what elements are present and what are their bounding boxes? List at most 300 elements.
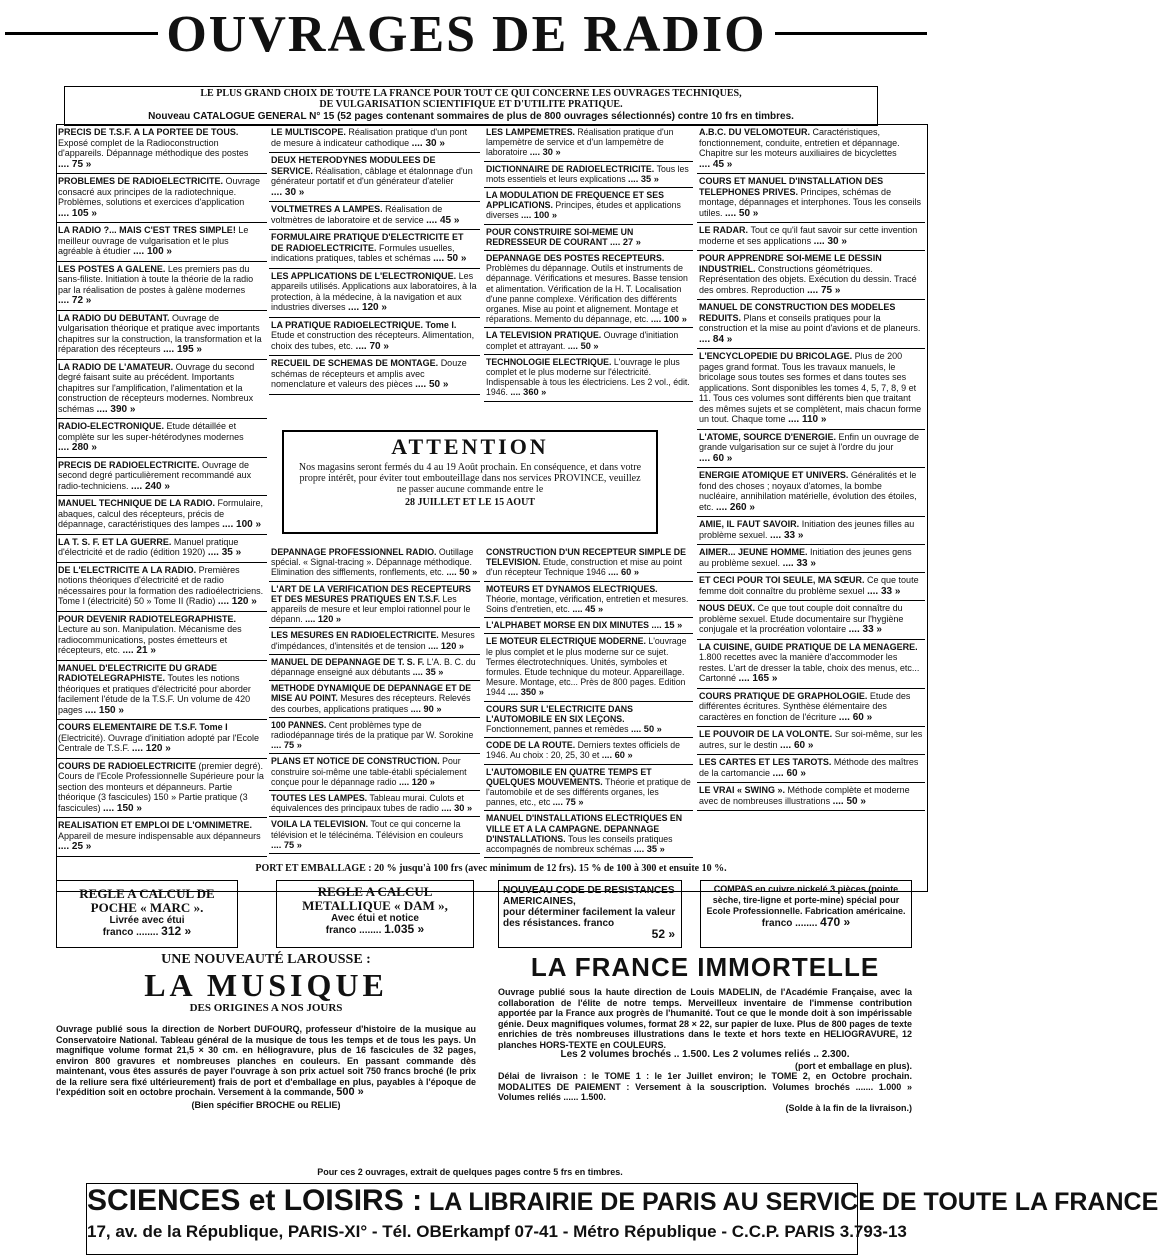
book-description: Tout ce qu'il faut savoir sur cette invention moderne et ses applications xyxy=(699,225,918,246)
book-description: Réalisation pratique d'un lampemètre de service et d'un lampemètre de laboratoire xyxy=(486,127,674,158)
book-description: Ce que toute femme doit connaître du problème sexuel xyxy=(699,575,919,596)
book-price: .... 360 » xyxy=(510,387,547,398)
book-title: TOUTES LES LAMPES. xyxy=(271,793,370,804)
book-listing xyxy=(56,720,267,759)
publisher-tagline: LA LIBRAIRIE DE PARIS AU SERVICE DE TOUTE LA FRANCE xyxy=(429,1188,1158,1216)
book-price: .... 100 » xyxy=(521,210,558,221)
book-price: .... 90 » xyxy=(410,703,442,714)
book-listing xyxy=(697,468,925,517)
book-title: LA PRATIQUE RADIOELECTRIQUE. Tome I. xyxy=(271,319,457,330)
book-description: Outillage spécial. « Signal-tracing ». Dépannage méthodique. Elimination des sifflements, ronflements, etc. xyxy=(271,547,474,578)
book-listing xyxy=(269,318,480,357)
book-listing xyxy=(269,125,480,153)
book-price: .... 195 » xyxy=(163,344,202,355)
book-price: .... 30 » xyxy=(271,186,305,198)
book-listing xyxy=(484,188,693,225)
book-title: AMIE, IL FAUT SAVOIR. xyxy=(699,519,802,529)
book-price: .... 105 » xyxy=(58,207,97,219)
book-listing xyxy=(484,355,693,402)
book-listing xyxy=(269,655,480,681)
book-title: MANUEL DE CONSTRUCTION DES MODELES REDUITS. xyxy=(699,302,896,323)
book-title: LA RADIO ?... MAIS C'EST TRES SIMPLE! xyxy=(58,225,239,235)
column-4 xyxy=(697,125,925,811)
book-price: .... 72 » xyxy=(58,295,92,306)
book-title: PROBLEMES DE RADIOELECTRICITE. xyxy=(58,176,226,186)
book-listing xyxy=(484,702,693,739)
book-title: LES APPLICATIONS DE L'ELECTRONIQUE. xyxy=(271,270,459,281)
book-description: Douze schémas de récepteurs et amplis avec nomenclature et valeurs des pièces xyxy=(271,358,467,389)
book-title: RADIO-ELECTRONIQUE. xyxy=(58,421,167,431)
book-description: Lecture au son. Manipulation. Mécanisme des radiocommunications, postes émetteurs et récepteurs, etc. xyxy=(58,624,242,655)
book-listing xyxy=(56,496,267,535)
book-title: L'ART DE LA VERIFICATION DES RECEPTEURS ET DES MESURES PRATIQUES EN T.S.F. xyxy=(271,583,471,604)
book-title: POUR DEVENIR RADIOTELEGRAPHISTE. xyxy=(58,613,237,624)
book-price: .... 35 » xyxy=(207,547,242,558)
book-title: DEPANNAGE DES POSTES RECEPTEURS. xyxy=(486,253,665,264)
book-listing xyxy=(269,628,480,654)
book-description: Principes, schémas de montage, dépannages et interphones. Tous les conseils utiles. xyxy=(699,186,921,218)
book-description: Premières notions théoriques d'électricité et de radio nécessaires pour la formation des radioélectriciens. Tome I (électricité) 50 » Tome II (Radio) xyxy=(58,564,264,606)
slide-rule-marc-box xyxy=(56,880,238,948)
book-price: .... 25 » xyxy=(58,841,92,852)
book-description: L'ouvrage le plus complet et le plus moderne sur l'électricité. Indispensable à tous les électriciens. Les 2 vol., édit. 1946. xyxy=(486,356,690,398)
book-title: PLANS ET NOTICE DE CONSTRUCTION. xyxy=(271,756,443,767)
book-listing xyxy=(56,458,267,497)
book-listing xyxy=(484,225,693,251)
book-title: A.B.C. DU VELOMOTEUR. xyxy=(699,127,813,137)
box-price-line: franco ........ 1.035 » xyxy=(325,922,425,936)
book-listing xyxy=(269,718,480,755)
book-title: PRECIS DE T.S.F. A LA PORTEE DE TOUS. xyxy=(58,127,239,137)
book-description: L'A. B. C. du dépannage enseigné aux débutants xyxy=(271,656,476,678)
subtitle-line-1: LE PLUS GRAND CHOIX DE TOUTE LA FRANCE POUR TOUT CE QUI CONCERNE LES OUVRAGES TECHNIQUES, xyxy=(200,88,742,99)
larousse-note: (Bien spécifier BROCHE ou RELIE) xyxy=(191,1099,341,1110)
book-title: LE RADAR. xyxy=(699,225,751,235)
box-title: REGLE A CALCUL DE POCHE « MARC ». xyxy=(79,886,215,915)
book-description: Les appareils utilisés. Applications aux laboratoires, à la protection, à la médecine, à la navigation et aux industries diverses xyxy=(271,270,477,312)
book-description: 1.800 recettes avec la manière d'accommoder les restes. L'art de dresser la table, choix des menus, etc... Cartonné xyxy=(699,652,920,683)
book-title: MANUEL D'INSTALLATIONS ELECTRIQUES EN VILLE ET A LA CAMPAGNE. DEPANNAGE D'INSTALLATIONS. xyxy=(486,813,683,844)
box-subtitle: Livrée avec étui xyxy=(109,915,185,926)
book-title: LE POUVOIR DE LA VOLONTE. xyxy=(699,729,835,739)
book-description: Plus de 200 pages grand format. Tous les travaux manuels, le bricolage sous toutes ses formes et dans toutes ses applications. Sont disponibles les tomes 4, 5, 7, 8, 9 et 11. Tous ces volumes sont différents bien que traitant des mêmes sujets et se complètent, mais chacun forme un tout. Chaque tome xyxy=(699,351,922,424)
book-listing xyxy=(269,356,480,395)
book-price: .... 60 » xyxy=(772,767,806,779)
book-price: .... 280 » xyxy=(58,442,97,453)
attention-title: ATTENTION xyxy=(391,434,549,459)
larousse-title: LA MUSIQUE xyxy=(144,967,388,1003)
book-price: .... 120 » xyxy=(305,614,342,625)
book-listing xyxy=(697,573,925,601)
book-description: Formules usuelles, indications pratiques, tables et schémas xyxy=(271,242,455,263)
book-description: Enfin un ouvrage de grande vulgarisation sur ce sujet à l'ordre du jour xyxy=(699,431,920,452)
book-price: .... 260 » xyxy=(716,501,755,513)
book-listing xyxy=(269,153,480,202)
publisher-banner xyxy=(86,1183,1158,1255)
book-title: LE MOTEUR ELECTRIQUE MODERNE. xyxy=(486,636,649,647)
book-title: MANUEL TECHNIQUE DE LA RADIO. xyxy=(58,498,218,508)
book-listing xyxy=(484,125,693,162)
book-title: DEUX HETERODYNES MODULEES DE SERVICE. xyxy=(271,155,436,176)
book-title: MANUEL D'ELECTRICITE DU GRADE RADIOTELEGRAPHISTE. xyxy=(58,662,217,683)
book-listing xyxy=(697,783,925,811)
book-title: COURS PRATIQUE DE GRAPHOLOGIE. xyxy=(699,690,870,701)
book-listing xyxy=(269,545,480,582)
book-description: Etude, construction et mise au point d'un récepteur Technique 1946 xyxy=(486,557,682,578)
subtitle-line-2: DE VULGARISATION SCIENTIFIQUE ET D'UTILITE PRATIQUE. xyxy=(319,99,623,110)
book-price: .... 75 » xyxy=(58,158,92,170)
book-listing xyxy=(56,818,267,857)
larousse-subtitle: DES ORIGINES A NOS JOURS xyxy=(189,1002,343,1014)
book-title: LA RADIO DU DEBUTANT. xyxy=(58,312,172,323)
book-title: L'ENCYCLOPEDIE DU BRICOLAGE. xyxy=(699,351,855,361)
book-description: Appareil de mesure indispensable aux dépanneurs xyxy=(58,830,261,841)
book-price: .... 150 » xyxy=(103,802,142,814)
book-title: LES CARTES ET LES TAROTS. xyxy=(699,757,834,767)
book-price: .... 33 » xyxy=(770,529,804,541)
france-immortelle-ad xyxy=(498,952,912,1113)
book-description: Généralités et le fond des choses ; noyaux d'atomes, la bombe nucléaire, annihilation matérielle, évolution des étoiles, etc. xyxy=(699,470,917,512)
book-listing xyxy=(697,640,925,689)
book-price: .... 84 » xyxy=(699,333,733,345)
book-description: Problèmes du dépannage. Outils et instruments de dépannage. Vérifications et mesures. Basse tension et alimentation. Vérification de la H. T. Localisation d'une panne complexe. Vérification des différents organes. Mise au point et alignement. Montage et réparations. Memento du dépannage, etc. xyxy=(486,263,688,325)
book-description: Ouvrage d'initiation complet et attrayant. xyxy=(486,330,679,351)
book-listing xyxy=(697,727,925,755)
book-listing xyxy=(56,535,267,563)
publisher-line xyxy=(87,1184,1158,1217)
book-listing xyxy=(697,300,925,349)
book-price: .... 33 » xyxy=(848,624,882,635)
book-title: COURS ET MANUEL D'INSTALLATION DES TELEPHONES PRIVES. xyxy=(699,176,884,197)
compass-box xyxy=(700,880,912,948)
book-price: .... 50 » xyxy=(433,253,467,264)
book-price: .... 165 » xyxy=(738,673,778,684)
book-description: Etude et construction des récepteurs. Alimentation, choix des tubes, etc. xyxy=(271,330,475,351)
book-listing xyxy=(697,755,925,783)
catalog-offer: Nouveau CATALOGUE GENERAL N° 15 (52 pages contenant sommaires de plus de 800 ouvrages sélectionnés) contre 10 frs en timbres. xyxy=(148,111,794,122)
book-description: Tout ce qui concerne la télévision et le télécinéma. Télévision en couleurs xyxy=(271,819,463,840)
book-price: .... 390 » xyxy=(96,403,136,415)
book-price: .... 50 » xyxy=(630,724,662,735)
book-price: .... 75 » xyxy=(552,797,584,808)
book-title: METHODE DYNAMIQUE DE DEPANNAGE ET DE MISE AU POINT. xyxy=(271,683,472,704)
book-title: LA T. S. F. ET LA GUERRE. xyxy=(58,536,174,547)
column-2-top xyxy=(269,125,480,395)
book-description: Constructions géométriques. Représentation des objets. Exécution du dessin. Tracé des ombres. Reproduction xyxy=(699,263,917,295)
book-listing xyxy=(484,545,693,582)
book-price: .... 30 » xyxy=(441,803,473,814)
book-listing xyxy=(56,419,267,458)
book-description: Réalisation de voltmètres de laboratoire et de service xyxy=(271,204,443,225)
column-1 xyxy=(56,125,267,857)
book-price: .... 35 » xyxy=(412,667,444,678)
larousse-ad xyxy=(56,952,476,1110)
book-listing xyxy=(697,517,925,545)
book-price: .... 50 » xyxy=(567,340,599,351)
book-title: L'AUTOMOBILE EN QUATRE TEMPS ET QUELQUES MOUVEMENTS. xyxy=(486,766,652,787)
book-price: .... 45 » xyxy=(572,604,604,615)
book-listing xyxy=(56,262,267,311)
book-description: Plans et conseils pratiques pour la construction et la mise au point d'avions et de planeurs. xyxy=(699,312,921,333)
book-title: ET CECI POUR TOI SEULE, MA SŒUR. xyxy=(699,575,868,585)
book-price: .... 50 » xyxy=(725,207,759,219)
book-title: AIMER... JEUNE HOMME. xyxy=(699,547,811,557)
book-description: Ouvrage consacré aux principes de la radiotechnique. Problèmes, solutions et exercices d'application xyxy=(58,176,261,207)
book-price: .... 45 » xyxy=(426,214,460,226)
book-title: DE L'ELECTRICITE A LA RADIO. xyxy=(58,564,199,575)
book-title: LA MODULATION DE FREQUENCE ET SES APPLICATIONS. xyxy=(486,190,664,211)
attention-notice xyxy=(282,430,658,534)
book-description: Méthode des maîtres de la cartomancie xyxy=(699,757,919,778)
book-listing xyxy=(56,759,267,819)
book-price: .... 120 » xyxy=(348,302,387,313)
book-listing xyxy=(484,251,693,328)
book-price: .... 33 » xyxy=(782,557,816,569)
book-description: Caractéristiques, fonctionnement, conduite, entretien et dépannage. Chapitre sur les moteurs auxiliaires de bicyclettes xyxy=(699,127,900,158)
page-title: OUVRAGES DE RADIO xyxy=(0,6,933,64)
book-description: Manuel pratique d'électricité et de radio (édition 1920) xyxy=(58,536,239,557)
book-listing xyxy=(484,328,693,354)
book-listing xyxy=(269,582,480,629)
book-title: COURS SUR L'ELECTRICITE DANS L'AUTOMOBILE EN SIX LEÇONS. xyxy=(486,703,633,724)
book-description: Pour construire soi-même une table-établi spécialement conçue pour le dépannage radio xyxy=(271,756,467,787)
book-title: ENERGIE ATOMIQUE ET UNIVERS. xyxy=(699,470,851,480)
slide-rule-dam-box xyxy=(276,880,474,948)
book-title: FORMULAIRE PRATIQUE D'ELECTRICITE ET DE RADIOELECTRICITE. xyxy=(271,232,464,253)
book-price: .... 30 » xyxy=(813,235,847,247)
book-price: .... 350 » xyxy=(507,687,544,698)
box-title: COMPAS en cuivre nickelé 3 pièces (pointe sèche, tire-ligne et porte-mine) spécial pour Ecole Professionnelle. Fabrication américaine. xyxy=(706,884,906,916)
book-price: .... 27 » xyxy=(609,236,641,247)
book-description: Théorie et pratique de l'automobile et de ses différents organes, les pannes, etc., etc xyxy=(486,776,691,808)
book-price: .... 30 » xyxy=(411,137,445,149)
book-description: Tous les conseils pratiques accompagnés de nombreux schémas xyxy=(486,833,673,855)
book-price: .... 70 » xyxy=(355,340,389,352)
book-price: .... 30 » xyxy=(529,147,561,158)
book-title: L'ATOME, SOURCE D'ENERGIE. xyxy=(699,431,839,442)
book-description: Ce que tout couple doit connaître du problème sexuel. Etude documentaire sur l'hygiène conjugale et la procréation volontaire xyxy=(699,603,904,634)
book-listing xyxy=(697,223,925,251)
book-listing xyxy=(269,681,480,718)
book-title: MANUEL DE DEPANNAGE DE T. S. F. xyxy=(271,656,427,667)
book-title: 100 PANNES. xyxy=(271,719,329,730)
book-listing xyxy=(697,349,925,430)
book-listing xyxy=(269,202,480,230)
book-title: POUR CONSTRUIRE SOI-MEME UN REDRESSEUR DE COURANT xyxy=(486,226,634,247)
book-title: CODE DE LA ROUTE. xyxy=(486,740,578,751)
book-title: LES MESURES EN RADIOELECTRICITE. xyxy=(271,630,442,641)
box-title: NOUVEAU CODE DE RESISTANCES AMERICAINES, xyxy=(503,885,675,907)
larousse-body: Ouvrage publié sous la direction de Norbert DUFOURQ, professeur d'histoire de la musique au Conservatoire National. Tableau général de la musique de tous les temps et de tous les pays. Un magnifique volume format 21,5 × 30 cm. en héliogravure, plus de 16 fascicules de 32 pages, environ 800 gravures et nombreuses planches en couleurs. En passant commande dès maintenant, vous êtes assurés de payer l'ouvrage à son prix actuel soit 750 francs broché (le prix de la reliure sera fixé ultérieurement) frais de port et d'emballage en plus, payables à l'époque de l'expédition soit en octobre prochain. Versement à la commande, 500 » xyxy=(56,1024,476,1098)
book-title: PRECIS DE RADIOELECTRICITE. xyxy=(58,459,203,470)
book-listing xyxy=(484,738,693,764)
book-price: .... 150 » xyxy=(85,704,124,716)
book-listing xyxy=(269,754,480,791)
column-3-top xyxy=(484,125,693,402)
book-title: COURS ELEMENTAIRE DE T.S.F. Tome I xyxy=(58,722,228,732)
book-listing xyxy=(484,811,693,858)
book-price: .... 60 » xyxy=(699,452,733,464)
book-price: .... 60 » xyxy=(838,711,873,723)
attention-dates: 28 JUILLET ET LE 15 AOUT xyxy=(405,497,535,508)
publisher-address: 17, av. de la République, PARIS-XI° - Tél. OBErkampf 07-41 - Métro République - C.C.P. PARIS 3.793-13 xyxy=(87,1222,907,1241)
box-price: 52 » xyxy=(651,927,675,941)
book-listing xyxy=(697,601,925,640)
book-title: COURS DE RADIOELECTRICITE xyxy=(58,760,199,771)
box-price-line: franco ........ 470 » xyxy=(761,915,851,929)
column-3-bottom xyxy=(484,545,693,858)
book-description: Fonctionnement, pannes et remèdes xyxy=(486,724,631,735)
france-shipping: (port et emballage en plus). xyxy=(794,1060,912,1071)
book-title: LE VRAI « SWING ». xyxy=(699,785,788,795)
book-title: NOUS DEUX. xyxy=(699,603,758,613)
france-body: Ouvrage publié sous la haute direction de Louis MADELIN, de l'Académie Française, avec la collaboration de l'élite de notre temps. Merveilleux inventaire de l'immense contribution apportée par la France aux progrès de l'humanité. Tout ce que le monde doit à son impérissable génie. Deux magnifiques volumes, format 28 × 22, sur papier de luxe. Plus de 800 pages de texte enrichies de très nombreuses illustrations dans le texte et hors texte en HELIOGRAVURE, 12 planches HORS-TEXTE en COULEURS. xyxy=(498,987,912,1050)
book-title: LES LAMPEMETRES. xyxy=(486,127,578,137)
book-description: Exposé complet de la Radioconstruction d'appareils. Dépannage méthodique des postes xyxy=(58,137,249,158)
book-price: .... 75 » xyxy=(807,284,841,296)
book-price: .... 110 » xyxy=(788,414,827,425)
book-listing xyxy=(484,765,693,812)
book-description: Ouvrage du second degré faisant suite au précédent. Importants chapitres sur l'amplification, l'alimentation et la construction de récepteurs modernes. Nombreux schémas xyxy=(58,361,255,414)
book-listing xyxy=(269,791,480,817)
book-description: (premier degré). Cours de l'Ecole Professionnelle Supérieure pour la section des monteurs et dépanneurs. Partie théorique (3 fascicules) 150 » Partie pratique (3 fascicules) xyxy=(58,760,264,813)
france-balance: (Solde à la fin de la livraison.) xyxy=(785,1102,912,1113)
book-listing xyxy=(484,634,693,701)
book-description: Méthode complète et moderne avec de nombreuses illustrations xyxy=(699,785,910,806)
book-title: DEPANNAGE PROFESSIONNEL RADIO. xyxy=(271,547,439,557)
book-price: .... 100 » xyxy=(222,519,262,530)
book-description: Initiation des jeunes filles au problème sexuel. xyxy=(699,519,915,540)
book-description: Initiation des jeunes gens au problème sexuel. xyxy=(699,547,912,568)
publisher-name: SCIENCES et LOISIRS : xyxy=(87,1184,423,1217)
book-listing xyxy=(697,174,925,223)
book-price: .... 120 » xyxy=(131,743,171,754)
book-description: Principes, études et applications diverses xyxy=(486,200,681,221)
book-title: LA CUISINE, GUIDE PRATIQUE DE LA MENAGERE. xyxy=(699,641,918,652)
shipping-note: PORT ET EMBALLAGE : 20 % jusqu'à 100 frs (avec minimum de 12 frs). 15 % de 100 à 300 et ensuite 10 %. xyxy=(255,863,727,874)
book-description: Théorie, montage, vérification, entretien et mesures. Soins d'entretien, etc. xyxy=(486,593,689,615)
book-price: .... 50 » xyxy=(832,795,866,807)
book-listing xyxy=(269,817,480,854)
book-description: Ouvrage de vulgarisation théorique et pratique avec importants chapitres sur la construction, la transformation et la réparation des récepteurs xyxy=(58,312,262,354)
book-listing xyxy=(56,311,267,360)
box-subtitle: pour déterminer facilement la valeur des résistances. franco xyxy=(503,907,676,929)
book-listing xyxy=(56,125,267,174)
book-description: Mesures d'impédances, d'intensités et de tension xyxy=(271,630,475,651)
book-price: .... 21 » xyxy=(122,645,156,656)
footnote: Pour ces 2 ouvrages, extrait de quelques pages contre 5 frs en timbres. xyxy=(317,1167,623,1177)
book-description: Sur soi-même, sur les autres, sur le destin xyxy=(699,729,923,750)
book-listing xyxy=(56,563,267,612)
book-title: MOTEURS ET DYNAMOS ELECTRIQUES. xyxy=(486,583,658,594)
book-title: TECHNOLOGIE ELECTRIQUE. xyxy=(486,356,614,367)
book-description: Etude détaillée et complète sur les super-hétérodynes modernes xyxy=(58,421,244,442)
book-title: LA RADIO DE L'AMATEUR. xyxy=(58,361,176,372)
book-price: .... 35 » xyxy=(628,173,659,184)
book-price: .... 120 » xyxy=(217,596,257,607)
box-price-line: franco ........ 312 » xyxy=(102,924,192,938)
book-price: .... 120 » xyxy=(428,640,465,651)
book-description: Etude des différentes écritures. Synthèse élémentaire des caractères en fonction de l'écriture xyxy=(699,690,911,722)
book-price: .... 120 » xyxy=(398,776,435,787)
book-price: .... 60 » xyxy=(601,750,633,761)
book-title: POUR APPRENDRE SOI-MEME LE DESSIN INDUSTRIEL. xyxy=(699,253,882,274)
book-listing xyxy=(697,545,925,573)
book-listing xyxy=(697,689,925,728)
book-description: Le meilleur ouvrage de vulgarisation et le plus agréable à étudier xyxy=(58,225,249,256)
book-listing xyxy=(484,162,693,188)
box-subtitle: Avec étui et notice xyxy=(331,913,419,924)
attention-body: Nos magasins seront fermés du 4 au 19 Août prochain. En conséquence, et dans votre propre intérêt, pour éviter tout embouteillage dans nos services PROVINCE, veuillez ne passer aucune commande entre le xyxy=(298,462,642,495)
book-price: .... 33 » xyxy=(867,585,901,597)
book-description: Cent problèmes type de radiodépannage tirés de la pratique par W. Sorokine xyxy=(271,719,474,741)
book-price: .... 60 » xyxy=(608,567,640,578)
book-price: .... 100 » xyxy=(133,246,172,257)
book-price: .... 75 » xyxy=(271,839,302,850)
book-price: .... 45 » xyxy=(699,158,733,170)
book-description: Les appareils de mesure et leur emploi rationnel pour le dépann. xyxy=(271,593,471,625)
book-title: LES POSTES A GALENE. xyxy=(58,263,168,274)
book-description: Ouvrage de second degré particulièrement recommandé aux radio-techniciens. xyxy=(58,459,252,491)
book-description: Tous les mots essentiels et leurs explications xyxy=(486,163,689,184)
book-title: REALISATION ET EMPLOI DE L'OMNIMETRE. xyxy=(58,820,252,830)
book-listing xyxy=(56,612,267,661)
book-listing xyxy=(697,251,925,300)
book-price: .... 240 » xyxy=(131,480,170,492)
box-title: REGLE A CALCUL METALLIQUE « DAM », xyxy=(302,884,448,913)
book-title: CONSTRUCTION D'UN RECEPTEUR SIMPLE DE TELEVISION. xyxy=(486,547,686,568)
book-listing xyxy=(269,269,480,318)
book-listing xyxy=(56,360,267,420)
book-title: VOLTMETRES A LAMPES. xyxy=(271,204,386,214)
book-title: RECUEIL DE SCHEMAS DE MONTAGE. xyxy=(271,358,441,368)
book-listing xyxy=(56,661,267,721)
book-price: .... 35 » xyxy=(633,844,665,855)
book-listing xyxy=(484,582,693,619)
book-listing xyxy=(697,125,925,174)
book-description: (Electricité). Ouvrage d'initiation adopté par l'Ecole Centrale de T.S.F. xyxy=(58,732,260,753)
book-price: .... 50 » xyxy=(415,379,449,390)
book-title: VOILA LA TELEVISION. xyxy=(271,819,371,830)
book-listing xyxy=(697,430,925,469)
book-description: Mesures des récepteurs. Relevés des courbes, applications pratiques xyxy=(271,693,471,714)
book-description: Toutes les notions théoriques et pratiques d'électricité pour aborder facilement l'étude de la T.S.F. Un volume de 420 pages xyxy=(58,673,251,715)
book-listing xyxy=(269,230,480,269)
book-listing xyxy=(56,223,267,262)
book-price: .... 50 » xyxy=(446,567,478,578)
book-price: .... 75 » xyxy=(271,740,302,751)
larousse-kicker: UNE NOUVEAUTÉ LAROUSSE : xyxy=(161,952,371,967)
resistance-code-box xyxy=(498,880,682,948)
book-title: LE MULTISCOPE. xyxy=(271,127,349,137)
book-listing xyxy=(56,174,267,223)
france-prices: Les 2 volumes brochés .. 1.500. Les 2 volumes reliés .. 2.300. xyxy=(560,1049,850,1060)
book-description: Les premiers pas du sans-filiste. Initiation à toute la théorie de la radio par la réalisation de postes à galène modernes xyxy=(58,263,254,295)
book-listing xyxy=(484,618,693,634)
france-delivery: Délai de livraison : le TOME 1 : le 1er Juillet environ; le TOME 2, en Octobre prochain. MODALITES DE PAIEMENT : Versement à la souscription. Volumes brochés ....... 1.000 » Volumes reliés ...... 1.500. xyxy=(498,1071,912,1102)
book-description: Derniers textes officiels de 1946. Au choix : 20, 25, 30 et xyxy=(486,740,681,761)
book-title: L'ALPHABET MORSE EN DIX MINUTES xyxy=(486,620,652,631)
column-2-bottom xyxy=(269,545,480,854)
book-price: .... 15 » xyxy=(651,620,683,631)
book-title: LA TELEVISION PRATIQUE. xyxy=(486,330,604,341)
book-price: .... 60 » xyxy=(780,739,814,751)
book-description: Réalisation, câblage et étalonnage d'un générateur portatif et d'un générateur d'atelier xyxy=(271,165,473,186)
book-description: Formulaire, abaques, calcul des récepteurs, précis de dépannage, caractéristiques des lampes xyxy=(58,498,264,529)
book-description: L'ouvrage le plus complet et le plus moderne sur ce sujet. Termes électrotechniques. Unités, symboles et formules. Etude technique du moteur. Appareillage. Mesure. Montage, etc... Près de 800 pages. Edition 1944 xyxy=(486,636,687,698)
book-description: Réalisation pratique d'un pont de mesure à indicateur cathodique xyxy=(271,127,468,148)
book-description: Tableau murai. Culots et équivalences des principaux tubes de radio xyxy=(271,793,464,814)
